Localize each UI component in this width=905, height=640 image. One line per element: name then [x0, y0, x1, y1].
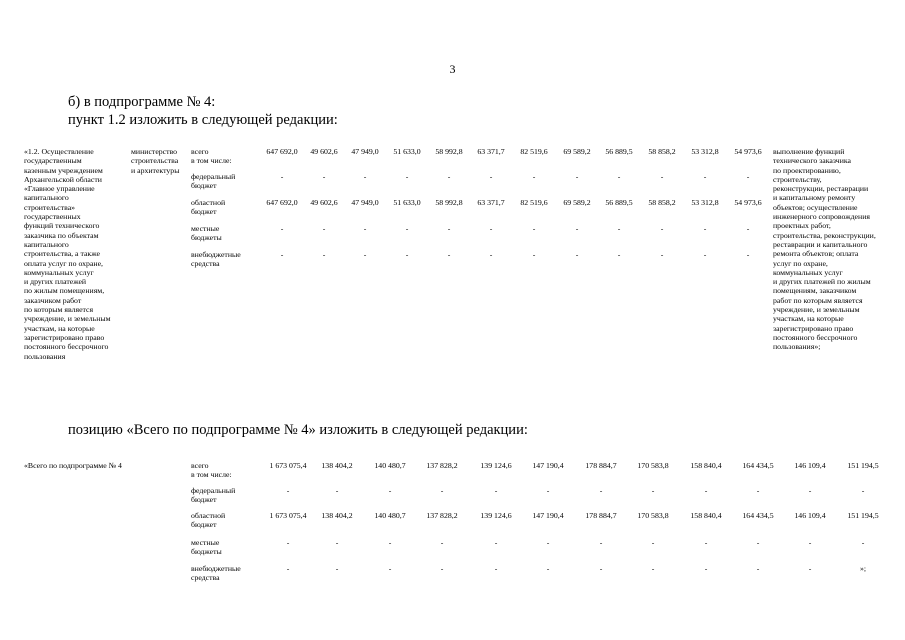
item-row-source: местные бюджеты — [191, 224, 222, 243]
total-cell: 1 673 075,4 — [269, 461, 307, 470]
item-cell: - — [489, 224, 493, 233]
item-row-source: всего в том числе: — [191, 147, 232, 166]
item-cell: - — [660, 250, 664, 259]
total-cell: 147 190,4 — [532, 511, 564, 520]
total-cell: - — [651, 538, 655, 547]
item-cell: - — [280, 224, 284, 233]
total-cell: 178 884,7 — [585, 461, 617, 470]
total-cell: - — [286, 486, 290, 495]
total-cell: - — [440, 538, 444, 547]
total-cell: - — [546, 564, 550, 573]
total-cell: 164 434,5 — [742, 511, 774, 520]
item-cell: 63 371,7 — [477, 198, 505, 207]
item-cell: - — [746, 250, 750, 259]
total-cell: - — [861, 538, 865, 547]
item-cell: 69 589,2 — [563, 147, 591, 156]
item-cell: - — [447, 250, 451, 259]
total-cell: - — [599, 486, 603, 495]
item-cell: 56 889,5 — [605, 147, 633, 156]
item-cell: - — [447, 224, 451, 233]
item-cell: 63 371,7 — [477, 147, 505, 156]
item-cell: - — [746, 224, 750, 233]
item-cell: 54 973,6 — [734, 198, 762, 207]
item-cell: - — [280, 172, 284, 181]
heading-total: позицию «Всего по подпрограмме № 4» изложить в следующей редакции: — [68, 422, 528, 438]
item-cell: - — [575, 250, 579, 259]
total-cell: - — [335, 486, 339, 495]
item-cell: 54 973,6 — [734, 147, 762, 156]
item-cell: - — [405, 224, 409, 233]
item-cell: - — [322, 172, 326, 181]
total-cell: - — [440, 486, 444, 495]
total-cell: 164 434,5 — [742, 461, 774, 470]
item-cell: - — [363, 224, 367, 233]
total-cell: - — [388, 564, 392, 573]
total-cell: - — [756, 538, 760, 547]
item-cell: - — [617, 250, 621, 259]
item-cell: - — [280, 250, 284, 259]
item-cell: 47 949,0 — [351, 198, 379, 207]
item-cell: - — [363, 172, 367, 181]
total-cell: - — [704, 486, 708, 495]
total-cell: 139 124,6 — [480, 511, 512, 520]
item-cell: - — [405, 172, 409, 181]
item-cell: - — [405, 250, 409, 259]
item-cell: 647 692,0 — [266, 198, 298, 207]
total-cell: - — [704, 564, 708, 573]
item-cell: 69 589,2 — [563, 198, 591, 207]
total-cell: 146 109,4 — [794, 461, 826, 470]
total-cell: 137 828,2 — [426, 511, 458, 520]
total-cell: 139 124,6 — [480, 461, 512, 470]
total-cell: - — [494, 486, 498, 495]
total-cell: - — [335, 538, 339, 547]
total-cell: - — [599, 564, 603, 573]
total-cell: 137 828,2 — [426, 461, 458, 470]
item-cell: - — [532, 250, 536, 259]
item-cell: 53 312,8 — [691, 147, 719, 156]
item-cell: 82 519,6 — [520, 147, 548, 156]
total-cell: 151 194,5 — [847, 511, 879, 520]
page-number: 3 — [449, 62, 456, 76]
item-cell: - — [532, 172, 536, 181]
total-cell: 158 840,4 — [690, 461, 722, 470]
total-row-source: местные бюджеты — [191, 538, 222, 557]
item-cell: - — [617, 224, 621, 233]
total-cell: 170 583,8 — [637, 511, 669, 520]
total-cell: - — [546, 538, 550, 547]
item-cell: - — [489, 172, 493, 181]
total-cell: 138 404,2 — [321, 511, 353, 520]
total-cell: 147 190,4 — [532, 461, 564, 470]
total-cell: - — [388, 486, 392, 495]
item-result: выполнение функций технического заказчика по проектированию, строительству, реконструкции, реставрации и капитальному ремонту объектов; осуществление инженерного сопровождения проектных работ, строительства, реконструкции, реставрации и капитального ремонта объектов; оплата услуг по охране, коммунальных услуг и других платежей по жилым помещениям, заказчиком работ по которым является учреждение, и земельным участкам, на которые зарегистрировано право постоянного бессрочного пользования»; — [773, 147, 876, 352]
total-cell: - — [808, 564, 812, 573]
total-cell: - — [335, 564, 339, 573]
item-cell: - — [447, 172, 451, 181]
item-cell: 58 992,8 — [435, 147, 463, 156]
total-row-source: областной бюджет — [191, 511, 226, 530]
total-cell: 178 884,7 — [585, 511, 617, 520]
total-cell: 138 404,2 — [321, 461, 353, 470]
total-cell: - — [808, 486, 812, 495]
item-cell: - — [660, 224, 664, 233]
item-cell: 58 858,2 — [648, 147, 676, 156]
heading-point: пункт 1.2 изложить в следующей редакции: — [68, 112, 338, 128]
item-row-source: федеральный бюджет — [191, 172, 236, 191]
item-cell: 58 858,2 — [648, 198, 676, 207]
item-cell: - — [575, 172, 579, 181]
total-cell: - — [494, 538, 498, 547]
total-cell: - — [440, 564, 444, 573]
total-cell: - — [388, 538, 392, 547]
item-cell: - — [575, 224, 579, 233]
item-executor: министерство строительства и архитектуры — [131, 147, 180, 175]
item-name: «1.2. Осуществление государственным казенным учреждением Архангельской области «Главное управление капитального строительства» государственных функций технического заказчика по объектам капитального строительства, а также оплата услуг по охране, коммунальных услуг и других платежей по жилым помещениям, заказчиком работ по которым является учреждение, и земельным участкам, на которые зарегистрировано право постоянного бессрочного пользования — [24, 147, 111, 361]
item-cell: 647 692,0 — [266, 147, 298, 156]
total-cell: 151 194,5 — [847, 461, 879, 470]
total-cell: - — [704, 538, 708, 547]
total-cell: - — [651, 564, 655, 573]
item-cell: - — [363, 250, 367, 259]
item-row-source: областной бюджет — [191, 198, 226, 217]
item-cell: 51 633,0 — [393, 147, 421, 156]
heading-subprogram: б) в подпрограмме № 4: — [68, 94, 216, 110]
total-cell: - — [861, 486, 865, 495]
item-cell: - — [660, 172, 664, 181]
total-name: «Всего по подпрограмме № 4 — [24, 461, 122, 470]
item-cell: 51 633,0 — [393, 198, 421, 207]
total-cell: - — [756, 486, 760, 495]
total-cell: 158 840,4 — [690, 511, 722, 520]
item-cell: - — [322, 224, 326, 233]
item-cell: 53 312,8 — [691, 198, 719, 207]
total-cell: - — [286, 538, 290, 547]
total-row-source: внебюджетные средства — [191, 564, 241, 583]
total-cell: 170 583,8 — [637, 461, 669, 470]
total-cell: - — [808, 538, 812, 547]
item-cell: - — [703, 250, 707, 259]
item-cell: - — [746, 172, 750, 181]
total-cell: - — [756, 564, 760, 573]
item-cell: - — [617, 172, 621, 181]
item-cell: 49 602,6 — [310, 198, 338, 207]
item-cell: 58 992,8 — [435, 198, 463, 207]
total-cell: - — [599, 538, 603, 547]
item-cell: - — [703, 224, 707, 233]
item-cell: - — [532, 224, 536, 233]
total-cell: 146 109,4 — [794, 511, 826, 520]
item-row-source: внебюджетные средства — [191, 250, 241, 269]
item-cell: 49 602,6 — [310, 147, 338, 156]
total-cell: - — [546, 486, 550, 495]
item-cell: 82 519,6 — [520, 198, 548, 207]
total-cell: - — [494, 564, 498, 573]
total-cell: - — [651, 486, 655, 495]
total-row-source: федеральный бюджет — [191, 486, 236, 505]
total-cell: 140 480,7 — [374, 511, 406, 520]
item-cell: 56 889,5 — [605, 198, 633, 207]
item-cell: - — [322, 250, 326, 259]
item-cell: - — [489, 250, 493, 259]
total-cell: - — [286, 564, 290, 573]
item-cell: 47 949,0 — [351, 147, 379, 156]
item-cell: - — [703, 172, 707, 181]
total-cell: 140 480,7 — [374, 461, 406, 470]
total-row-source: всего в том числе: — [191, 461, 232, 480]
total-cell: »; — [859, 564, 867, 573]
total-cell: 1 673 075,4 — [269, 511, 307, 520]
